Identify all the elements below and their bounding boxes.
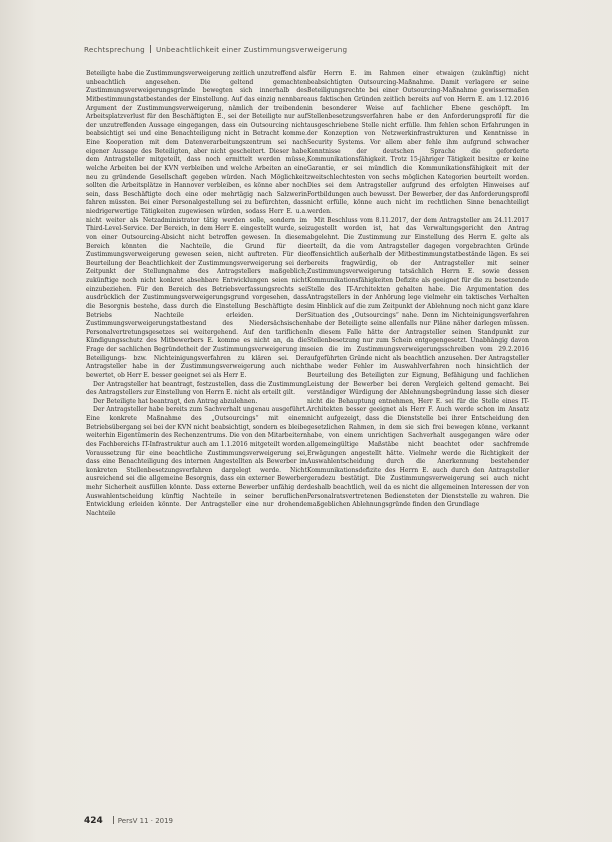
running-head-divider — [150, 45, 151, 53]
running-head-title: Unbeachtlichkeit einer Zustimmungsverweigerung — [155, 45, 348, 54]
left-column — [86, 70, 307, 519]
right-paragraph-1: für Herrn E. im Rahmen einer etwaigen (zukünftig) nicht beabsichtigten Outsourcing-Maßnahme. Damit verlagere er seine Beteiligungsrechte bei einer Outsourcing-Maßnahme gewissermaßen aus faktischen Gründen zeitlich bereits auf von Herrn E. am 1.12.2016 in besonderer Weise auf fachlicher Ebene geschöpft. Im Stellenbesetzungsverfahren habe er den Anforderungsprofil für die ausgeschriebene Stelle nicht erfülle. Ihm fehlen schon Erfahrungen in der Konzeption von Netzwerkinfrastrukturen und Kenntnisse in Security Systems. Vor allem aber fehle ihm aufgrund schwacher Kenntnisse der deutschen Sprache die geforderte Kommunikationsfähigkeit. Trotz 15-jähriger Tätigkeit besitze er keine Garantie, er sei mündlich die Kommunikationsfähigkeit mit der zweitschlechtesten von sechs möglichen Kategorien beurteilt worden. Dies sei dem Antragsteller aufgrund des erfolgten Hinweises auf Fortbildungen auch bewusst. Der Bewerber, der das Anforderungsprofil nicht erfülle, könne auch nicht im rechtlichen Sinne benachteiligt werden. — [307, 70, 529, 215]
left-paragraph-3: Der Beteiligte hat beantragt, den Antrag abzulehnen. — [93, 397, 258, 405]
footer-divider — [113, 816, 114, 824]
journal-issue: PersV 11 · 2019 — [117, 817, 174, 825]
page-footer — [84, 816, 173, 826]
left-paragraph-4: Der Antragsteller habe bereits zum Sachverhalt ungenau ausgeführt. Eine konkrete Maßnahme des „Outsourcings“ mit einem Betriebsübergang sei bei der KVN nicht beabsichtigt, sondern es bleibe weiterhin Eigentümerin des Rechenzentrums. Die von den Mitarbeitern des Fachbereichs IT-Infrastruktur auch am 1.1.2016 mitgeteilt worden. Voraussetzung für eine beachtliche Zustimmungsverweigerung sei, dass eine Benachteiligung des internen Angestellten als Bewerber im konkreten Stellenbesetzungsverfahren dargelegt werde. Nicht ausreichend sei die allgemeine Besorgnis, dass ein externer Bewerber mehr Sicherheit ausfüllen könnte. Dass externe Bewerber unfähig der Auswahlentscheidung künftig Nachteile in seiner beruflichen Entwicklung erleiden könnte. Der Antragsteller eine nur drohende Nachteile — [86, 406, 307, 517]
left-paragraph-2: Der Antragsteller hat beantragt, festzustellen, dass die Zustimmung des Antragstellers zur Einstellung von Herrn E. nicht als erteilt gilt. — [86, 380, 307, 397]
left-paragraph-1: Beteiligte habe die Zustimmungsverweigerung zeitlich unzutreffend als unbeachtlich angesehen. Die geltend gemachten Zustimmungsverweigerungsgründe bewegten sich innerhalb des Mitbestimmungstatbestandes der Einstellung. Auf das einzig nennbare Argument der Zustimmungsverweigerung, nämlich der treibenden Arbeitsplatzverlust für den Beschäftigten E., sei der Beteiligte nur auf der unzutreffenden Aussage eingegangen, dass ein Outsourcing nicht beabsichtigt sei und eine Benachteiligung nicht in Betracht komme. Eine Kooperation mit dem Datenverarbeitungszentrum sei nach eigener Aussage des Beteiligten, aber nicht gescheitert. Dieser habe dem Antragsteller mitgeteilt, dass noch ermittelt werden müsse, welche Arbeiten bei der KVN verbleiben und welche Arbeiten an eine neu zu gründende Gesellschaft gegeben würden. Nach Möglichkeit sollten die Arbeitsplätze in Hannover verbleiben, es könne aber noch sein, dass Beschäftigte doch eine oder mehrtägig nach Salzwerin fahren müssten. Bei einer Personalgestellung sei zu befürchten, dass niedrigerwertige Tätigkeiten zugewiesen würden, sodass Herr E. u.a. nicht weiter als Netzadministrator tätig werden solle, sondern im Third-Level-Service. Der Bereich, in dem Herr E. eingestellt wurde, sei von einer Outsourcing-Absicht nicht betroffen gewesen. In diesem Bereich könnten die Nachteile, die Grund für die Zustimmungsverweigerung gewesen seien, nicht auftreten. Für die Beurteilung der Beachtlichkeit der Zustimmungsverweigerung sei der Zeitpunkt der Stellungnahme des Antragstellers maßgeblich; zukünftige noch nicht konkret absehbare Entwicklungen seien nicht einzubeziehen. Für den Bereich des Betriebsverfassungsrechts sei ausdrücklich der Zustimmungsverweigerungsgrund vorgesehen, dass die Besorgnis bestehe, dass durch die Einstellung Beschäftigte des Betriebs Nachteile erleiden. Der Zustimmungsverweigerungstatbestand des Niedersächsischen Personalvertretungsgesetzes sei weitergehend. Auf den tariflichen Kündigungsschutz des Mitbewerbers E. komme es nicht an, da die Frage der sachlichen Begründetheit der Zustimmungsverweigerung im Beteiligungs- bzw. Nichteinigungsverfahren zu klären sei. Der Antragsteller habe in der Zustimmungsverweigerung auch nicht bewertet, ob Herr E. besser geeignet sei als Herr E. — [86, 70, 307, 379]
running-head-section: Rechtsprechung — [84, 45, 145, 54]
right-column — [307, 70, 529, 510]
page-number: 424 — [84, 816, 103, 826]
running-head — [84, 45, 524, 54]
right-paragraph-2: Mit Beschluss vom 8.11.2017, der dem Antragsteller am 24.11.2017 zugestellt worden ist, hat das Verwaltungsgericht den Antrag abgelehnt. Die Zustimmung zur Einstellung des Herrn E. gelte als erteilt, da die vom Antragsteller dagegen vorgebrachten Gründe offensichtlich außerhalb der Mitbestimmungstatbestände lägen. Es sei bereits fragwürdig, ob der Antragsteller mit seiner Zustimmungsverweigerung tatsächlich Herrn E. sowie dessen Kommunikationsfähigkeiten Defizite als geeignet für die zu besetzende Stelle des IT-Architekten gehalten habe. Die Argumentation des Antragstellers in der Anhörung lege vielmehr ein taktisches Verhalten im Hinblick auf die zum Zeitpunkt der Ablehnung noch nicht ganz klare Situation des „Outsourcings“ nahe. Denn im Nichteinigungsverfahren habe der Beteiligte seine allenfalls nur Pläne näher darlegen müssen. In diesem Falle hätte der Antragsteller seinen Standpunkt zur Stellenbesetzung nur zum Schein entgegengesetzt. Unabhängig davon seien die im Zustimmungsverweigerungsschreiben vom 29.2.2016 aufgeführten Gründe nicht als beachtlich anzusehen. Der Antragsteller habe weder Fehler im Auswahlverfahren noch hinsichtlich der Beurteilung des Beteiligten zur Eignung, Befähigung und fachlichen Leistung der Bewerber bei deren Vergleich geltend gemacht. Bei verständiger Würdigung der Ablehnungsbegründung lasse sich dieser nicht die Behauptung entnehmen, Herr E. sei für die Stelle eines IT-Architekten besser geeignet als Herr F. Auch werde schon im Ansatz nicht aufgezeigt, dass die Dienststelle bei ihrer Entscheidung den gesetzlichen Rahmen, in dem sie sich frei bewegen könne, verkannt habe, von einem unrichtigen Sachverhalt ausgegangen wäre oder allgemeingültige Maßstäbe nicht beachtet oder sachfremde Erwägungen angestellt hätte. Vielmehr werde die Richtigkeit der Auswahlentscheidung durch die Anerkennung bestehender Kommunikationsdefizite des Herrn E. auch durch den Antragsteller geradezu bestätigt. Die Zustimmungsverweigerung sei auch nicht deshalb beachtlich, weil da es nicht die allgemeinen Interessen der von Personalratsvertretenen Bediensteten der Dienststelle zu wahren. Die maßgeblichen Ablehnungsgründe finden den Grundlage — [307, 216, 529, 509]
